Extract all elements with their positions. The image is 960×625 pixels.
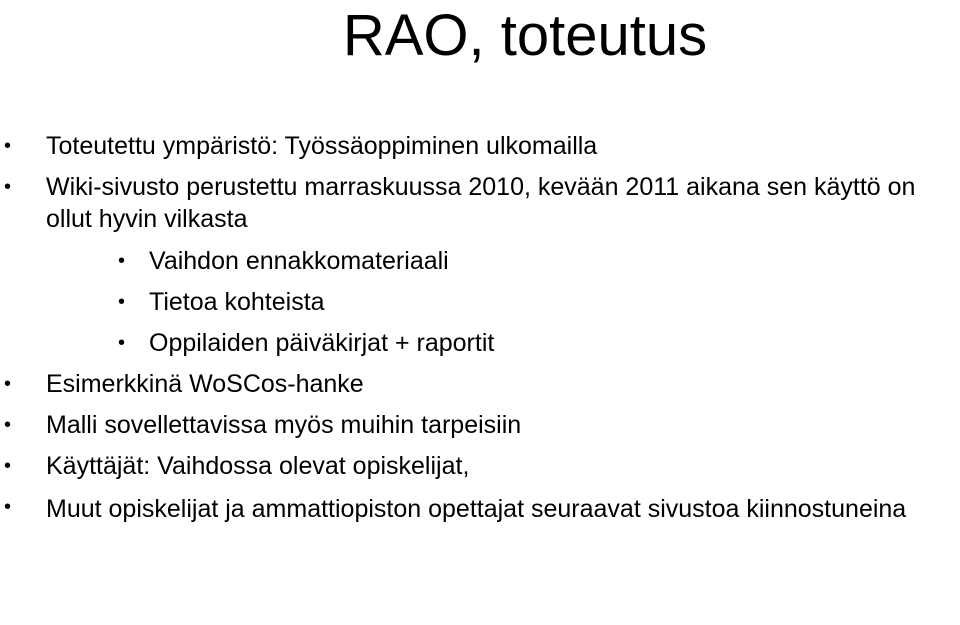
bullet-text: Esimerkkinä WoSCos-hanke [46,370,364,398]
bullet-text: Oppilaiden päiväkirjat + raportit [149,329,495,357]
bullet-dot-icon: • [118,250,126,272]
sub-bullet-item-2 [0,286,960,318]
bullet-item-5 [0,450,960,482]
bullet-dot-icon: • [4,455,12,477]
bullet-list [0,130,960,536]
bullet-item-3 [0,368,960,400]
sub-bullet-item-3 [0,327,960,359]
slide-title: RAO, toteutus [342,3,708,68]
bullet-item-2 [0,171,951,235]
bullet-text: Käyttäjät: Vaihdossa olevat opiskelijat, [46,452,470,480]
bullet-dot-icon: • [4,496,12,518]
bullet-text: Tietoa kohteista [149,288,325,316]
bullet-text: Wiki-sivusto perustettu marraskuussa 2010, kevään 2011 aikana sen käyttö on ollut hyvin vilkasta [46,173,916,233]
sub-bullet-item-1 [0,245,960,277]
bullet-text: Muut opiskelijat ja ammattiopiston opettajat seuraavat sivustoa kiinnostuneina [46,495,907,523]
bullet-text: Toteutettu ympäristö: Työssäoppiminen ulkomailla [46,132,598,160]
bullet-item-6 [0,491,946,527]
bullet-dot-icon: • [4,176,12,198]
bullet-item-1 [0,130,960,162]
bullet-item-4 [0,409,960,441]
bullet-text: Vaihdon ennakkomateriaali [149,247,449,275]
bullet-dot-icon: • [4,373,12,395]
bullet-dot-icon: • [118,291,126,313]
bullet-dot-icon: • [118,332,126,354]
bullet-dot-icon: • [4,414,12,436]
bullet-dot-icon: • [4,135,12,157]
bullet-text: Malli sovellettavissa myös muihin tarpeisiin [46,411,522,439]
